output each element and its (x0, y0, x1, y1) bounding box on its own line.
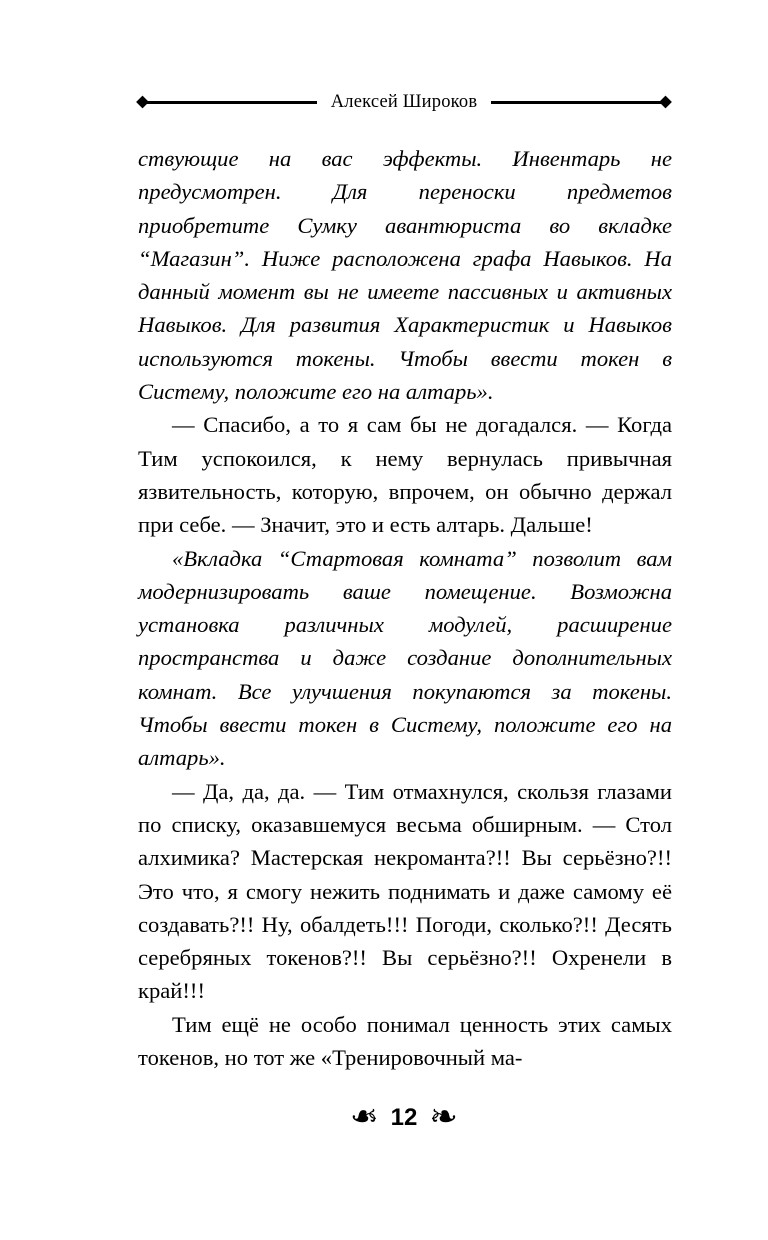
ornament-swirl-left-icon: ❧ (350, 1099, 379, 1136)
running-head (140, 88, 668, 116)
page-footer (140, 1098, 668, 1138)
paragraph-system-status: ствующие на вас эффекты. Инвентарь не предусмотрен. Для переноски предметов приобретите Сумку авантюриста во вкладке “Магазин”. Ниже расположена графа Навыков. На данный момент вы не имеете пассивных и активных Навыков. Для развития Характеристик и Навыков используются токены. Чтобы ввести токен в Систему, положите его на алтарь». (138, 146, 672, 405)
page-body (138, 142, 672, 1074)
header-rule-right (491, 101, 668, 104)
paragraph-tokens-value: Тим ещё не особо понимал ценность этих самых токенов, но тот же «Тренировочный ма- (138, 1011, 672, 1071)
paragraph-dialogue-thanks: — Спасибо, а то я сам бы не догадался. — Когда Тим успокоился, к нему вернулась привычная язвительность, которую, впрочем, он обычно держал при себе. — Значит, это и есть алтарь. Дальше! (138, 412, 672, 538)
paragraph-dialogue-list: — Да, да, да. — Тим отмахнулся, скользя глазами по списку, оказавшемуся весьма обширным. — Стол алхимика? Мастерская некроманта?!! Вы серьёзно?!! Это что, я смогу нежить поднимать и даже самому её создавать?!! Ну, обалдеть!!! Погоди, сколько?!! Десять серебряных токенов?!! Вы серьёзно?!! Охренели в край!!! (138, 778, 672, 1004)
header-rule-left (140, 101, 317, 104)
paragraph-system-starting-room: «Вкладка “Стартовая комната” позволит вам модернизировать ваше помещение. Возможна установка различных модулей, расширение пространства и даже создание дополнительных комнат. Все улучшения покупаются за токены. Чтобы ввести токен в Систему, положите его на алтарь». (138, 545, 672, 771)
page-number: 12 (390, 1104, 418, 1131)
ornament-swirl-right-icon: ❧ (429, 1099, 458, 1136)
running-head-author: Алексей Широков (330, 91, 478, 112)
